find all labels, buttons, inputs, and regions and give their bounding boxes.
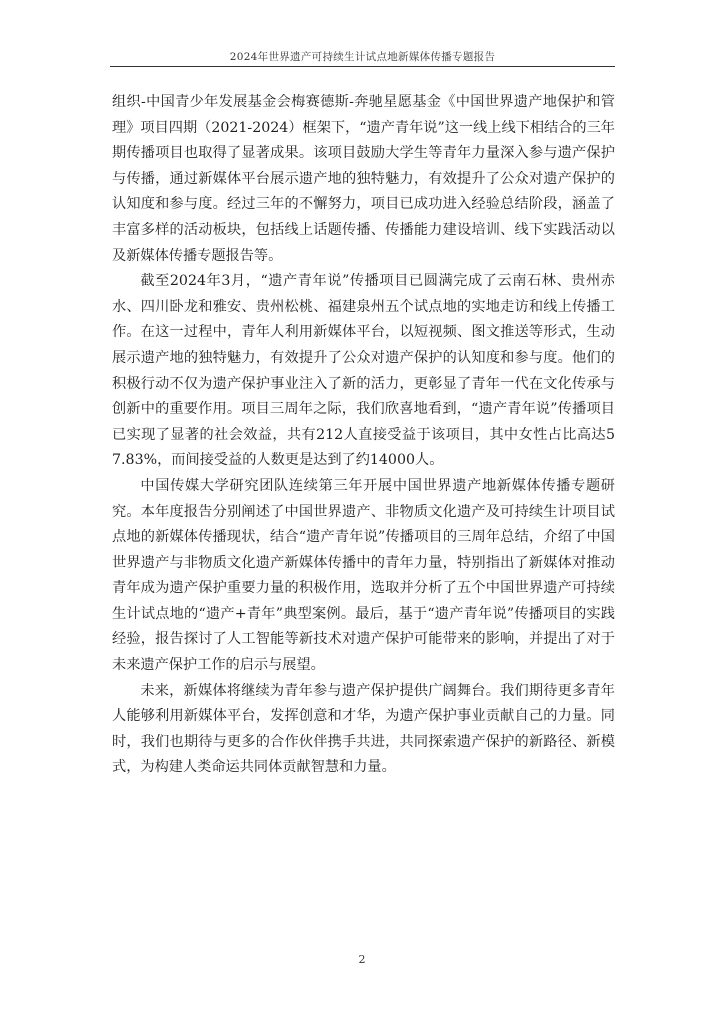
header-rule bbox=[110, 66, 615, 67]
paragraph-continued: 组织-中国青少年发展基金会梅赛德斯-奔驰星愿基金《中国世界遗产地保护和管理》项目四期（2021-2024）框架下，“遗产青年说”这一线上线下相结合的三年期传播项目也取得了显著成果。该项目鼓励大学生等青年力量深入参与遗产保护与传播，通过新媒体平台展示遗产地的独特魅力，有效提升了公众对遗产保护的认知度和参与度。经过三年的不懈努力，项目已成功进入经验总结阶段，涵盖了丰富多样的活动板块，包括线上话题传播、传播能力建设培训、线下实践活动以及新媒体传播专题报告等。 bbox=[112, 94, 615, 264]
running-header-title: 2024年世界遗产可持续生计试点地新媒体传播专题报告 bbox=[229, 51, 496, 63]
paragraph-project-progress: 截至2024年3月，“遗产青年说”传播项目已圆满完成了云南石林、贵州赤水、四川卧龙和雅安、贵州松桃、福建泉州五个试点地的实地走访和线上传播工作。在这一过程中，青年人利用新媒体平台，以短视频、图文推送等形式，生动展示遗产地的独特魅力，有效提升了公众对遗产保护的认知度和参与度。他们的积极行动不仅为遗产保护事业注入了新的活力，更彰显了青年一代在文化传承与创新中的重要作用。项目三周年之际，我们欣喜地看到，“遗产青年说”传播项目已实现了显著的社会效益，共有212人直接受益于该项目，其中女性占比高达57.83%，而间接受益的人数更是达到了约14000人。 bbox=[112, 273, 615, 469]
paragraph-future-outlook: 未来，新媒体将继续为青年参与遗产保护提供广阔舞台。我们期待更多青年人能够利用新媒体平台，发挥创意和才华，为遗产保护事业贡献自己的力量。同时，我们也期待与更多的合作伙伴携手共进，共同探索遗产保护的新路径、新模式，为构建人类命运共同体贡献智慧和力量。 bbox=[112, 682, 615, 776]
body-text bbox=[112, 90, 615, 781]
page-number: 2 bbox=[358, 953, 366, 966]
paragraph-research-team: 中国传媒大学研究团队连续第三年开展中国世界遗产地新媒体传播专题研究。本年度报告分别阐述了中国世界遗产、非物质文化遗产及可持续生计项目试点地的新媒体传播现状，结合“遗产青年说”传播项目的三周年总结，介绍了中国世界遗产与非物质文化遗产新媒体传播中的青年力量，特别指出了新媒体对推动青年成为遗产保护重要力量的积极作用，选取并分析了五个中国世界遗产可持续生计试点地的“遗产+青年”典型案例。最后，基于“遗产青年说”传播项目的实践经验，报告探讨了人工智能等新技术对遗产保护可能带来的影响，并提出了对于未来遗产保护工作的启示与展望。 bbox=[112, 477, 615, 674]
